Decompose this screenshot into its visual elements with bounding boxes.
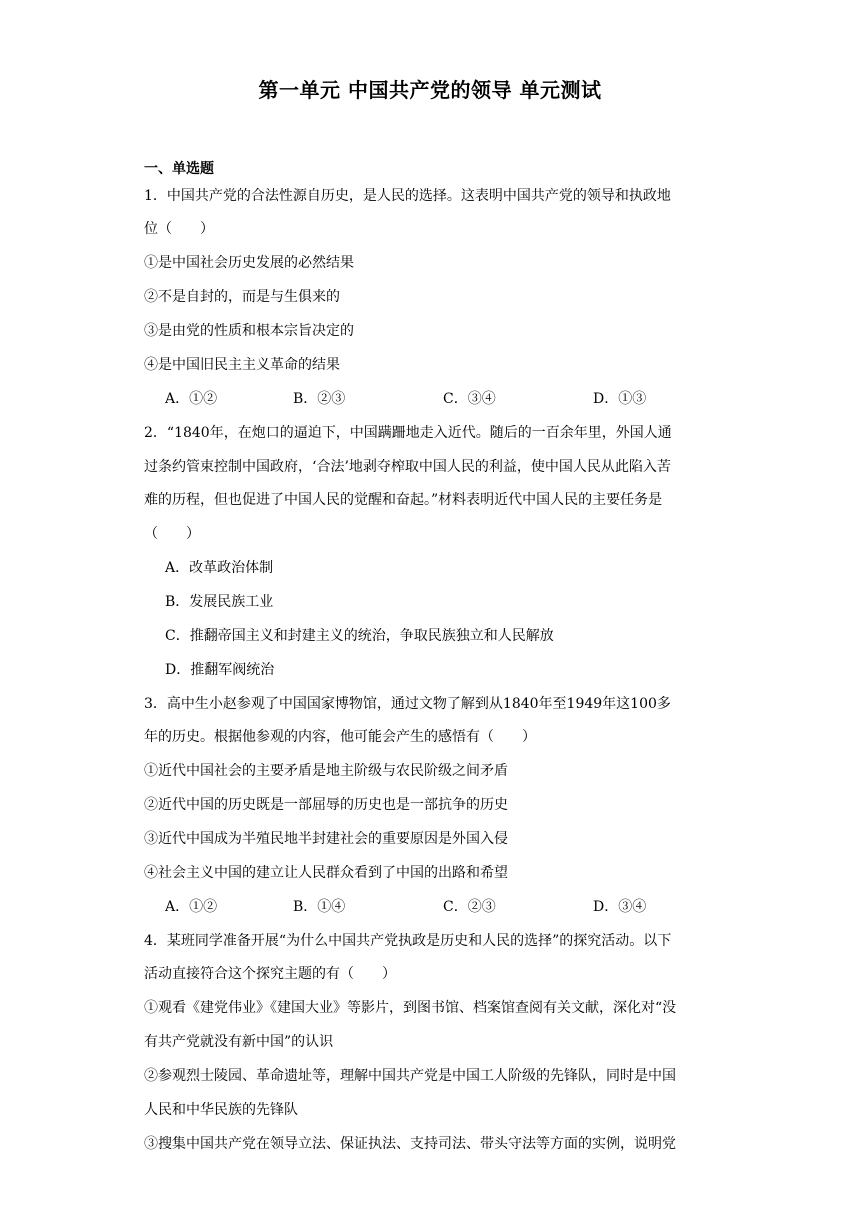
option-a[interactable]: A．改革政治体制 — [165, 560, 274, 576]
page-title: 第一单元 中国共产党的领导 单元测试 — [258, 78, 602, 102]
option-d[interactable]: D．①③ — [593, 391, 647, 407]
question-1-item: ①是中国社会历史发展的必然结果 — [144, 255, 354, 271]
question-4-item: ②参观烈士陵园、革命遗址等，理解中国共产党是中国工人阶级的先锋队，同时是中国 — [144, 1068, 676, 1084]
question-3-item: ③近代中国成为半殖民地半封建社会的重要原因是外国入侵 — [144, 831, 508, 847]
question-4-stem: 活动直接符合这个探究主题的有（ ） — [144, 966, 396, 982]
question-3-item: ②近代中国的历史既是一部屈辱的历史也是一部抗争的历史 — [144, 797, 508, 813]
question-3-item: ①近代中国社会的主要矛盾是地主阶级与农民阶级之间矛盾 — [144, 763, 508, 779]
question-4-item: 人民和中华民族的先锋队 — [144, 1102, 298, 1118]
question-2-stem: 过条约管束控制中国政府，‘合法’地剥夺榨取中国人民的利益，使中国人民从此陷入苦 — [144, 459, 671, 475]
option-c[interactable]: C．③④ — [443, 391, 496, 407]
option-b[interactable]: B．①④ — [293, 899, 346, 915]
option-d[interactable]: D．③④ — [593, 899, 647, 915]
question-2-stem: 2．“1840年，在炮口的逼迫下，中国蹒跚地走入近代。随后的一百余年里，外国人通 — [144, 425, 672, 441]
question-4-item: ③搜集中国共产党在领导立法、保证执法、支持司法、带头守法等方面的实例，说明党 — [144, 1136, 676, 1152]
question-4-item: 有共产党就没有新中国”的认识 — [144, 1034, 334, 1050]
option-a[interactable]: A．①② — [165, 391, 218, 407]
question-3-options — [144, 897, 716, 917]
question-3-item: ④社会主义中国的建立让人民群众看到了中国的出路和希望 — [144, 865, 508, 881]
option-c[interactable]: C．②③ — [443, 899, 496, 915]
section-heading: 一、单选题 — [144, 161, 214, 177]
question-1-options — [144, 389, 716, 409]
option-a[interactable]: A．①② — [165, 899, 218, 915]
question-2-stem: 难的历程，但也促进了中国人民的觉醒和奋起。”材料表明近代中国人民的主要任务是 — [144, 492, 663, 508]
question-4-item: ①观看《建党伟业》《建国大业》等影片，到图书馆、档案馆查阅有关文献，深化对“没 — [144, 1000, 677, 1016]
question-3-stem: 年的历史。根据他参观的内容，他可能会产生的感悟有（ ） — [144, 729, 536, 745]
question-1-stem: 1．中国共产党的合法性源自历史，是人民的选择。这表明中国共产党的领导和执政地 — [144, 188, 671, 204]
option-c[interactable]: C．推翻帝国主义和封建主义的统治，争取民族独立和人民解放 — [165, 628, 554, 644]
option-d[interactable]: D．推翻军阀统治 — [165, 662, 275, 678]
question-4-stem: 4．某班同学准备开展“为什么中国共产党执政是历史和人民的选择”的探究活动。以下 — [144, 933, 672, 949]
question-2-stem: （ ） — [144, 526, 200, 542]
question-1-item: ③是由党的性质和根本宗旨决定的 — [144, 323, 354, 339]
option-b[interactable]: B．②③ — [293, 391, 346, 407]
question-3-stem: 3．高中生小赵参观了中国国家博物馆，通过文物了解到从1840年至1949年这100多 — [144, 696, 671, 712]
question-1-stem: 位（ ） — [144, 221, 214, 237]
question-1-item: ④是中国旧民主主义革命的结果 — [144, 357, 340, 373]
option-b[interactable]: B．发展民族工业 — [165, 594, 274, 610]
question-1-item: ②不是自封的，而是与生俱来的 — [144, 289, 340, 305]
